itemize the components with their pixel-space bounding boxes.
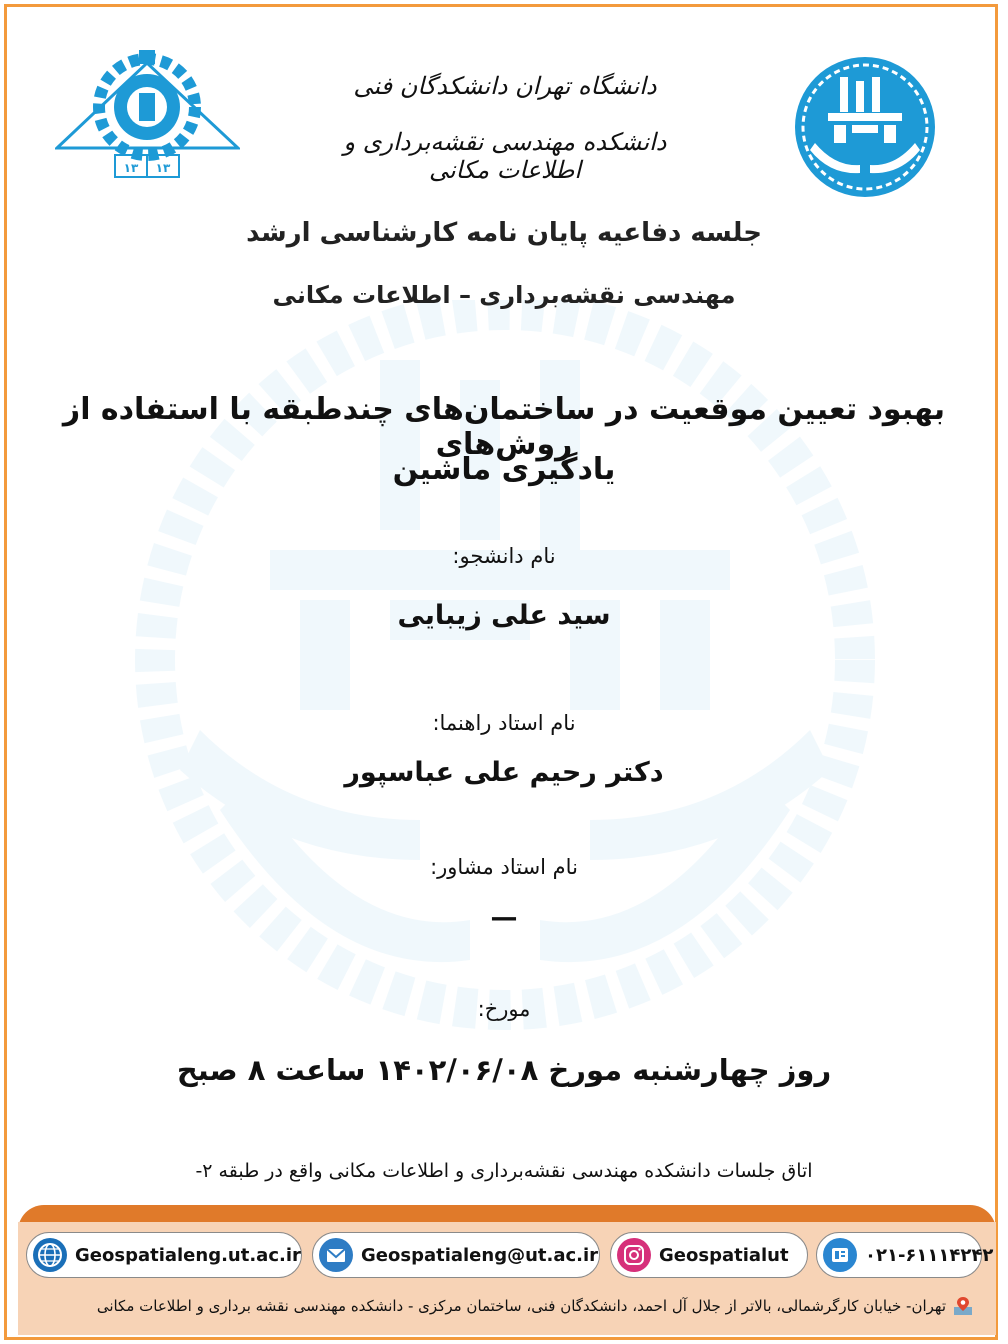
supervisor-name: دکتر رحیم علی عباسپور	[344, 757, 664, 788]
phone-icon	[823, 1238, 857, 1272]
advisor-name: —	[490, 902, 518, 933]
phone-pill[interactable]	[816, 1232, 994, 1278]
university-line: دانشگاه تهران دانشکدگان فنی	[353, 72, 657, 100]
instagram-icon	[617, 1238, 651, 1272]
email-icon	[319, 1238, 353, 1272]
session-field: مهندسی نقشه‌برداری – اطلاعات مکانی	[272, 281, 736, 309]
student-name: سید علی زیبایی	[397, 600, 611, 631]
advisor-label: نام استاد مشاور:	[430, 855, 578, 879]
website-text: Geospatialeng.ut.ac.ir	[75, 1244, 301, 1266]
globe-icon	[33, 1238, 67, 1272]
date-value: روز چهارشنبه مورخ ۱۴۰۲/۰۶/۰۸ ساعت ۸ صبح	[176, 1053, 832, 1087]
logo-year-left: ۱۳	[155, 161, 171, 175]
supervisor-label: نام استاد راهنما:	[432, 711, 576, 735]
website-pill[interactable]	[26, 1232, 302, 1278]
logo-year-right: ۱۳	[123, 161, 139, 175]
location-pin-icon	[952, 1295, 974, 1317]
university-of-tehran-logo	[790, 55, 940, 200]
session-title: جلسه دفاعیه پایان نامه کارشناسی ارشد	[246, 218, 762, 248]
student-label: نام دانشجو:	[452, 544, 556, 568]
email-text: Geospatialeng@ut.ac.ir	[361, 1244, 599, 1266]
email-pill[interactable]	[312, 1232, 600, 1278]
thesis-title-line-1: بهبود تعیین موقعیت در ساختمان‌های چندطبقه با استفاده از روش‌های	[62, 392, 946, 462]
location-text: اتاق جلسات دانشکده مهندسی نقشه‌برداری و اطلاعات مکانی واقع در طبقه ۲-	[195, 1160, 813, 1182]
date-label: مورخ:	[477, 997, 531, 1021]
faculty-line: دانشکده مهندسی نقشه‌برداری و اطلاعات مکانی	[343, 128, 667, 184]
phone-text: ۰۲۱-۶۱۱۱۴۲۴۲	[865, 1244, 994, 1266]
instagram-text: Geospatialut	[659, 1244, 789, 1266]
thesis-title-line-2: یادگیری ماشین	[392, 452, 616, 487]
address-text: تهران- خیابان کارگرشمالی، بالاتر از جلال آل احمد، دانشکدگان فنی، ساختمان مرکزی - دانشکده مهندسی نقشه برداری و اطلاعات مکانی	[96, 1297, 946, 1315]
faculty-gear-logo	[55, 45, 240, 180]
address-line	[26, 1294, 974, 1318]
instagram-pill[interactable]	[610, 1232, 808, 1278]
